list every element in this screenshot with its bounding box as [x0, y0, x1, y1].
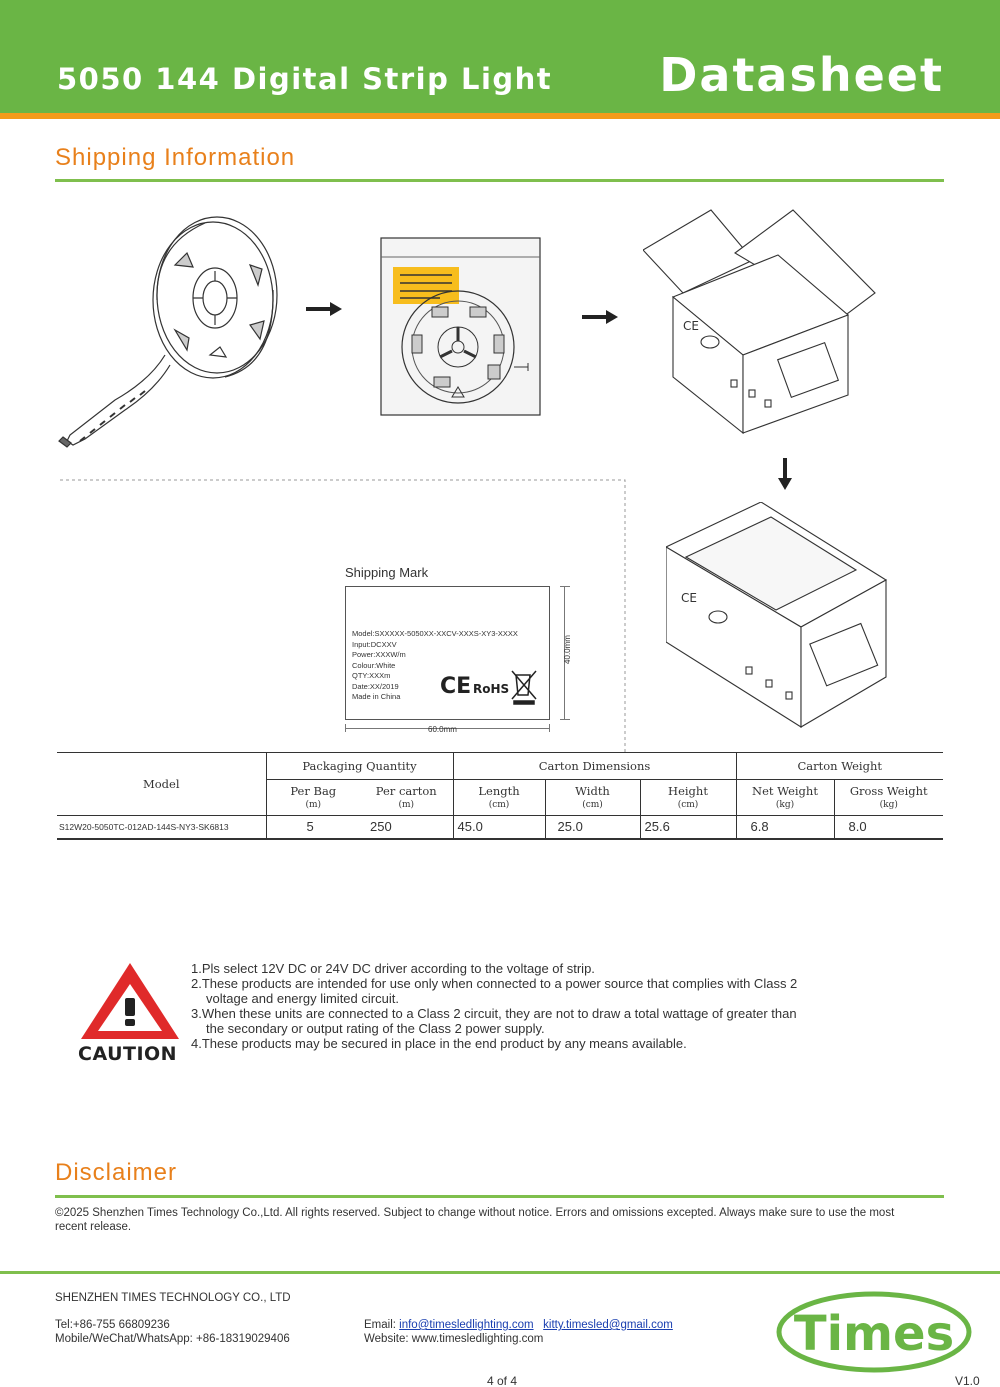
- mark-line: QTY:XXXm: [352, 671, 391, 680]
- table-header-row: [57, 753, 943, 780]
- certification-icons: [440, 665, 540, 705]
- per-bag-header: Per Bag (m): [266, 780, 360, 816]
- website-text: Website: www.timesledlighting.com: [364, 1333, 544, 1345]
- section-divider: [55, 179, 944, 182]
- warning-triangle-icon: [78, 960, 182, 1042]
- mark-line: Date:XX/2019: [352, 681, 399, 691]
- mark-line: Colour:White: [352, 660, 396, 670]
- bagged-reel-illustration: [380, 237, 542, 417]
- length-cell: 45.0: [453, 816, 545, 839]
- footer-divider: [0, 1271, 1000, 1274]
- phone-contacts: [55, 1318, 290, 1346]
- header-accent-bar: [0, 113, 1000, 119]
- times-logo: [774, 1290, 974, 1380]
- note-line: 3.When these units are connected to a Class 2 circuit, they are not to draw a total wattage of greater than: [191, 1006, 797, 1021]
- model-cell: S12W20-5050TC-012AD-144S-NY3-SK6813: [57, 816, 266, 839]
- section-divider: [55, 1195, 944, 1198]
- email-link-kitty[interactable]: kitty.timesled@gmail.com: [543, 1319, 673, 1331]
- reel-illustration: [55, 205, 295, 455]
- packing-table: [57, 752, 943, 840]
- height-cell: 25.6: [640, 816, 736, 839]
- per-carton-cell: 250: [360, 816, 453, 839]
- mark-line: Made in China: [352, 692, 401, 701]
- email-link-info[interactable]: info@timesledlighting.com: [399, 1319, 534, 1331]
- mark-width-label: 60.0mm: [428, 725, 457, 734]
- page-number: 4 of 4: [487, 1374, 518, 1387]
- rohs-mark-icon: RoHS: [473, 682, 510, 696]
- table-row: [57, 816, 943, 839]
- carton-weight-header: Carton Weight: [736, 753, 943, 780]
- svg-text:CE: CE: [683, 319, 699, 333]
- note-line: voltage and energy limited circuit.: [206, 991, 399, 1006]
- caution-label: CAUTION: [78, 1043, 178, 1065]
- mobile-text: Mobile/WeChat/WhatsApp: +86-18319029406: [55, 1333, 290, 1345]
- shipping-mark-title: Shipping Mark: [345, 565, 429, 580]
- company-name: SHENZHEN TIMES TECHNOLOGY CO., LTD: [55, 1292, 291, 1304]
- arrow-right-icon: [582, 310, 618, 324]
- sealed-carton-illustration: [666, 502, 888, 732]
- carton-dimensions-header: Carton Dimensions: [453, 753, 736, 780]
- per-carton-header: Per carton (m): [360, 780, 453, 816]
- note-line: 4.These products may be secured in place in the end product by any means available.: [191, 1036, 687, 1051]
- gross-weight-header: Gross Weight (kg): [834, 780, 943, 816]
- svg-text:CE: CE: [681, 591, 697, 605]
- note-line: the secondary or output rating of the Class 2 power supply.: [206, 1021, 545, 1036]
- width-cell: 25.0: [545, 816, 640, 839]
- length-header: Length (cm): [453, 780, 545, 816]
- net-weight-header: Net Weight (kg): [736, 780, 834, 816]
- mark-line: Power:XXXW/m: [352, 650, 406, 659]
- gross-weight-cell: 8.0: [834, 816, 943, 839]
- packaging-quantity-header: Packaging Quantity: [266, 753, 453, 780]
- disclaimer-title: Disclaimer: [55, 1159, 178, 1186]
- mark-line: Input:DCXXV: [352, 639, 397, 649]
- shipping-mark-label: [345, 586, 550, 720]
- header-banner: [0, 0, 1000, 113]
- doc-type-title: Datasheet: [659, 48, 944, 102]
- arrow-down-icon: [778, 458, 792, 490]
- shipping-section-title: Shipping Information: [55, 144, 296, 171]
- web-contacts: [364, 1318, 673, 1346]
- model-header: Model: [57, 753, 266, 816]
- caution-notes: [191, 961, 797, 1051]
- height-header: Height (cm): [640, 780, 736, 816]
- email-line: [364, 1318, 673, 1332]
- product-title: 5050 144 Digital Strip Light: [57, 62, 553, 96]
- ce-mark-icon: CE: [440, 674, 472, 699]
- disclaimer-text: ©2025 Shenzhen Times Technology Co.,Ltd. All rights reserved. Subject to change without notice. Errors and omissions excepted. Always make sure to use the most recent release.: [55, 1207, 895, 1233]
- mark-line: Model:SXXXXX-5050XX-XXCV-XXXS-XY3-XXXX: [352, 629, 518, 638]
- tel-text: Tel:+86-755 66809236: [55, 1319, 170, 1331]
- open-carton-illustration: [643, 205, 878, 435]
- email-label: Email:: [364, 1319, 396, 1331]
- note-line: 2.These products are intended for use only when connected to a power source that complies with Class 2: [191, 976, 798, 991]
- net-weight-cell: 6.8: [736, 816, 834, 839]
- per-bag-cell: 5: [266, 816, 360, 839]
- mark-height-label: 40.0mm: [562, 635, 572, 664]
- version-label: V1.0: [955, 1374, 980, 1387]
- logo-text: Times: [793, 1306, 955, 1362]
- weee-bin-icon: [512, 671, 536, 704]
- note-line: 1.Pls select 12V DC or 24V DC driver according to the voltage of strip.: [191, 961, 595, 976]
- width-header: Width (cm): [545, 780, 640, 816]
- arrow-right-icon: [306, 302, 342, 316]
